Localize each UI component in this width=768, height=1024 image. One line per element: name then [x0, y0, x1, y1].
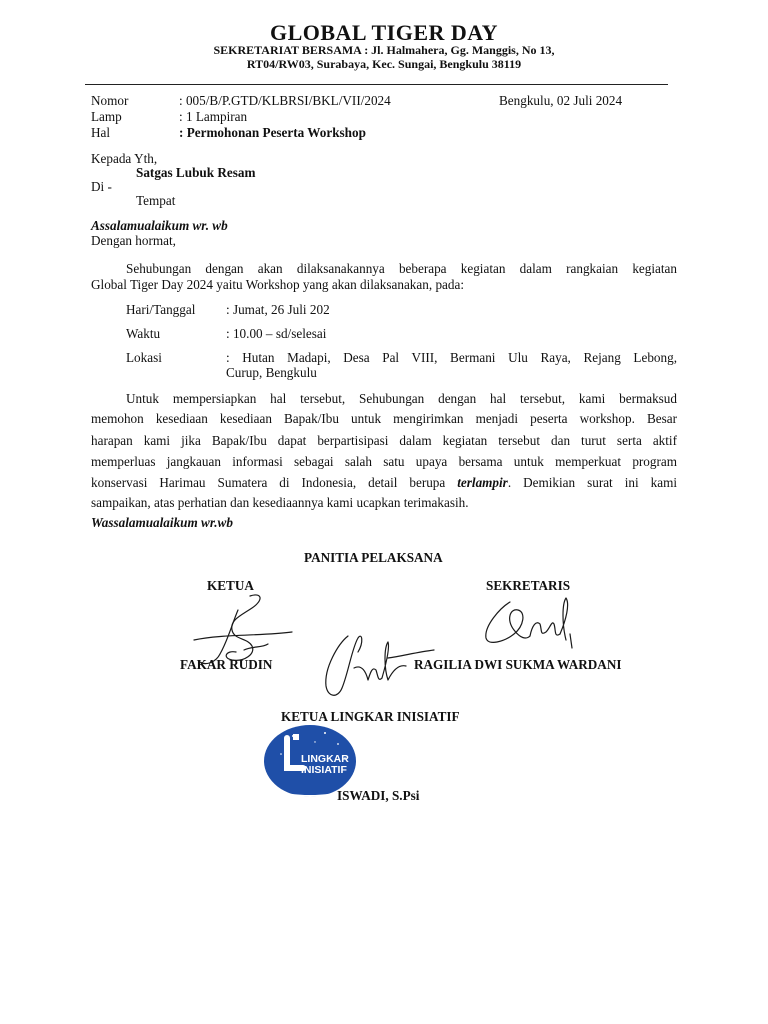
body-line5-post: . Demikian surat ini kami [507, 475, 677, 490]
body-line3: harapan kami jika Bapak/Ibu dapat berpartisipasi dalam kegiatan tersebut dan turut serta aktif [91, 433, 677, 448]
recipient-tempat: Tempat [136, 193, 176, 208]
body-line4: memperluas jangkauan informasi sebagai salah satu upaya bersama untuk memperkuat program [91, 454, 677, 469]
ketua-title: KETUA [207, 578, 254, 593]
lokasi-line1: : Hutan Madapi, Desa Pal VIII, Bermani Ulu Raya, Rejang Lebong, [226, 350, 677, 365]
body-line5-emphasis: terlampir [457, 475, 508, 490]
intro-line2: Global Tiger Day 2024 yaitu Workshop yang akan dilaksanakan, pada: [91, 277, 465, 292]
body-line5 [91, 473, 677, 493]
letterhead-address-line2: RT04/RW03, Surabaya, Kec. Sungai, Bengkulu 38119 [246, 57, 522, 71]
hari-label: Hari/Tanggal [126, 302, 196, 317]
body-line5-pre: konservasi Harimau Sumatera di Indonesia, detail berupa [91, 475, 458, 490]
hari-value: : Jumat, 26 Juli 202 [226, 302, 330, 317]
salam-closing: Wassalamualaikum wr.wb [91, 515, 233, 530]
recipient-name: Satgas Lubuk Resam [136, 165, 256, 180]
letter-date: Bengkulu, 02 Juli 2024 [499, 93, 623, 108]
sekretaris-signature [470, 590, 580, 660]
letterhead-address-line1: SEKRETARIAT BERSAMA : Jl. Halmahera, Gg. Manggis, No 13, [213, 43, 555, 57]
intro-line1: Sehubungan dengan akan dilaksanakannya beberapa kegiatan dalam rangkaian kegiatan [126, 261, 677, 276]
body-line1: Untuk mempersiapkan hal tersebut, Sehubungan dengan hal tersebut, kami bermaksud [126, 391, 677, 406]
lingkar-title: KETUA LINGKAR INISIATIF [281, 709, 460, 724]
waktu-label: Waktu [126, 326, 161, 341]
waktu-value: : 10.00 – sd/selesai [226, 326, 327, 341]
lamp-value: : 1 Lampiran [179, 109, 248, 124]
sekretaris-name: RAGILIA DWI SUKMA WARDANI [414, 657, 622, 672]
logo-text-inisiatif: INISIATIF [301, 764, 347, 776]
sekretaris-title: SEKRETARIS [486, 578, 571, 593]
nomor-label: Nomor [91, 93, 129, 108]
letterhead-title: GLOBAL TIGER DAY [269, 20, 499, 45]
nomor-value: : 005/B/P.GTD/KLBRSI/BKL/VII/2024 [179, 93, 391, 108]
recipient-kepada: Kepada Yth, [91, 151, 158, 166]
lokasi-label: Lokasi [126, 350, 162, 365]
dengan-hormat: Dengan hormat, [91, 233, 176, 248]
body-line6: sampaikan, atas perhatian dan kesediaannya kami ucapkan terimakasih. [91, 495, 469, 510]
salam-opening: Assalamualaikum wr. wb [91, 218, 228, 233]
recipient-di: Di - [91, 179, 112, 194]
lingkar-name: ISWADI, S.Psi [337, 788, 420, 803]
lamp-label: Lamp [91, 109, 122, 124]
body-line2: memohon kesediaan kesediaan Bapak/Ibu untuk mengirimkan menjadi peserta workshop. Besar [91, 411, 677, 426]
hal-value: : Permohonan Peserta Workshop [179, 125, 366, 140]
lokasi-line2: Curup, Bengkulu [226, 365, 317, 380]
hal-label: Hal [91, 125, 111, 140]
ketua-name: FAKAR RUDIN [180, 657, 273, 672]
letterhead-divider [85, 84, 668, 85]
logo-text-lingkar: LINGKAR [301, 753, 349, 765]
committee-title: PANITIA PELAKSANA [304, 550, 443, 565]
